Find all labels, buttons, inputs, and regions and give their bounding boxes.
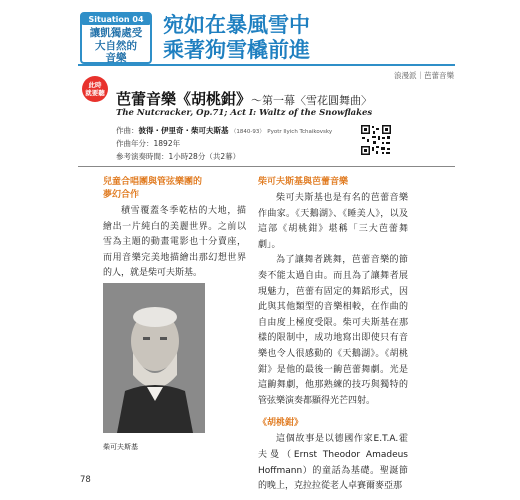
work-subtitle: ～第一幕〈雪花圓舞曲〉	[251, 94, 373, 107]
situation-line-2: 大自然的	[95, 39, 137, 52]
composer-english: Pyotr Ilyich Tchaikovsky	[267, 129, 333, 135]
composer-name: 彼得・伊里奇・柴可夫斯基	[138, 126, 229, 135]
title-divider	[78, 64, 455, 66]
work-title-main: 芭蕾音樂《胡桃鉗》	[116, 90, 252, 108]
situation-line-3: 音樂	[105, 52, 127, 64]
listen-now-badge	[82, 76, 108, 102]
composer-line	[116, 125, 332, 136]
badge-line-2: 就要聽	[85, 89, 105, 97]
left-heading-line-1: 兒童合唱團與管弦樂團的	[103, 177, 203, 187]
situation-box	[80, 12, 152, 64]
qr-code-icon[interactable]	[360, 124, 392, 156]
portrait-caption: 柴可夫斯基	[103, 443, 138, 451]
left-column	[103, 176, 246, 282]
situation-line-1: 讓凱獨處受	[89, 27, 143, 39]
tchaikovsky-portrait	[103, 283, 205, 433]
title-line-1: 宛如在暴風雪中	[163, 13, 310, 37]
composition-year: 作曲年分：1892年	[116, 139, 181, 148]
right-heading-1: 柴可夫斯基與芭蕾音樂	[258, 177, 349, 187]
composer-years: （1840-93）	[230, 129, 265, 135]
performance-time: 參考演奏時間：1小時28分（共2幕）	[116, 152, 241, 161]
right-paragraph-2: 為了讓舞者跳舞，芭蕾音樂的節奏不能太過自由。而且為了讓舞者展現魅力，芭蕾有固定的舞蹈形式，因此與其他類型的音樂相較，在作曲的自由度上極度受限。柴可夫斯基在那樣的限制中，成功地寫出即使只有音樂也令人很感動的《天鵝湖》。《胡桃鉗》是他的最後一齣芭蕾舞劇。光是這齣舞劇，他那熟練的技巧與獨特的管弦樂演奏都顯得光芒四射。	[258, 255, 408, 406]
right-heading-2: 《胡桃鉗》	[258, 418, 304, 429]
page-number: 78	[80, 475, 91, 485]
genre-line: 浪漫派｜芭蕾音樂	[394, 71, 454, 80]
right-paragraph-3: 這個故事是以德國作家E.T.A.霍夫曼（Ernst Theodor Amadeus Hoffmann）的童話為基礎。聖誕節的晚上，克拉拉從老人卓賽爾麥亞那	[258, 434, 408, 492]
right-paragraph-1: 柴可夫斯基也是有名的芭蕾音樂作曲家。《天鵝湖》、《睡美人》，以及這部《胡桃鉗》堪稱「三大芭蕾舞劇」。	[258, 193, 408, 250]
header-divider	[78, 166, 455, 167]
left-heading-line-2: 夢幻合作	[103, 190, 140, 200]
composer-label: 作曲：	[116, 126, 139, 135]
work-title	[116, 88, 372, 109]
title-line-2: 乘著狗雪橇前進	[163, 38, 310, 62]
right-column	[258, 176, 408, 495]
page-title	[163, 13, 310, 63]
work-english-title: The Nutcracker, Op.71; Act I: Waltz of the Snowflakes	[116, 108, 373, 118]
badge-line-1: 此時	[88, 81, 102, 89]
situation-tag: Situation 04	[82, 14, 150, 25]
left-paragraph: 積雪覆蓋冬季乾枯的大地，描繪出一片純白的美麗世界。之前以雪為主題的動畫電影也十分賣座，而用音樂完美地描繪出那幻想世界的人，就是柴可夫斯基。	[103, 206, 246, 279]
portrait-image	[103, 283, 205, 433]
